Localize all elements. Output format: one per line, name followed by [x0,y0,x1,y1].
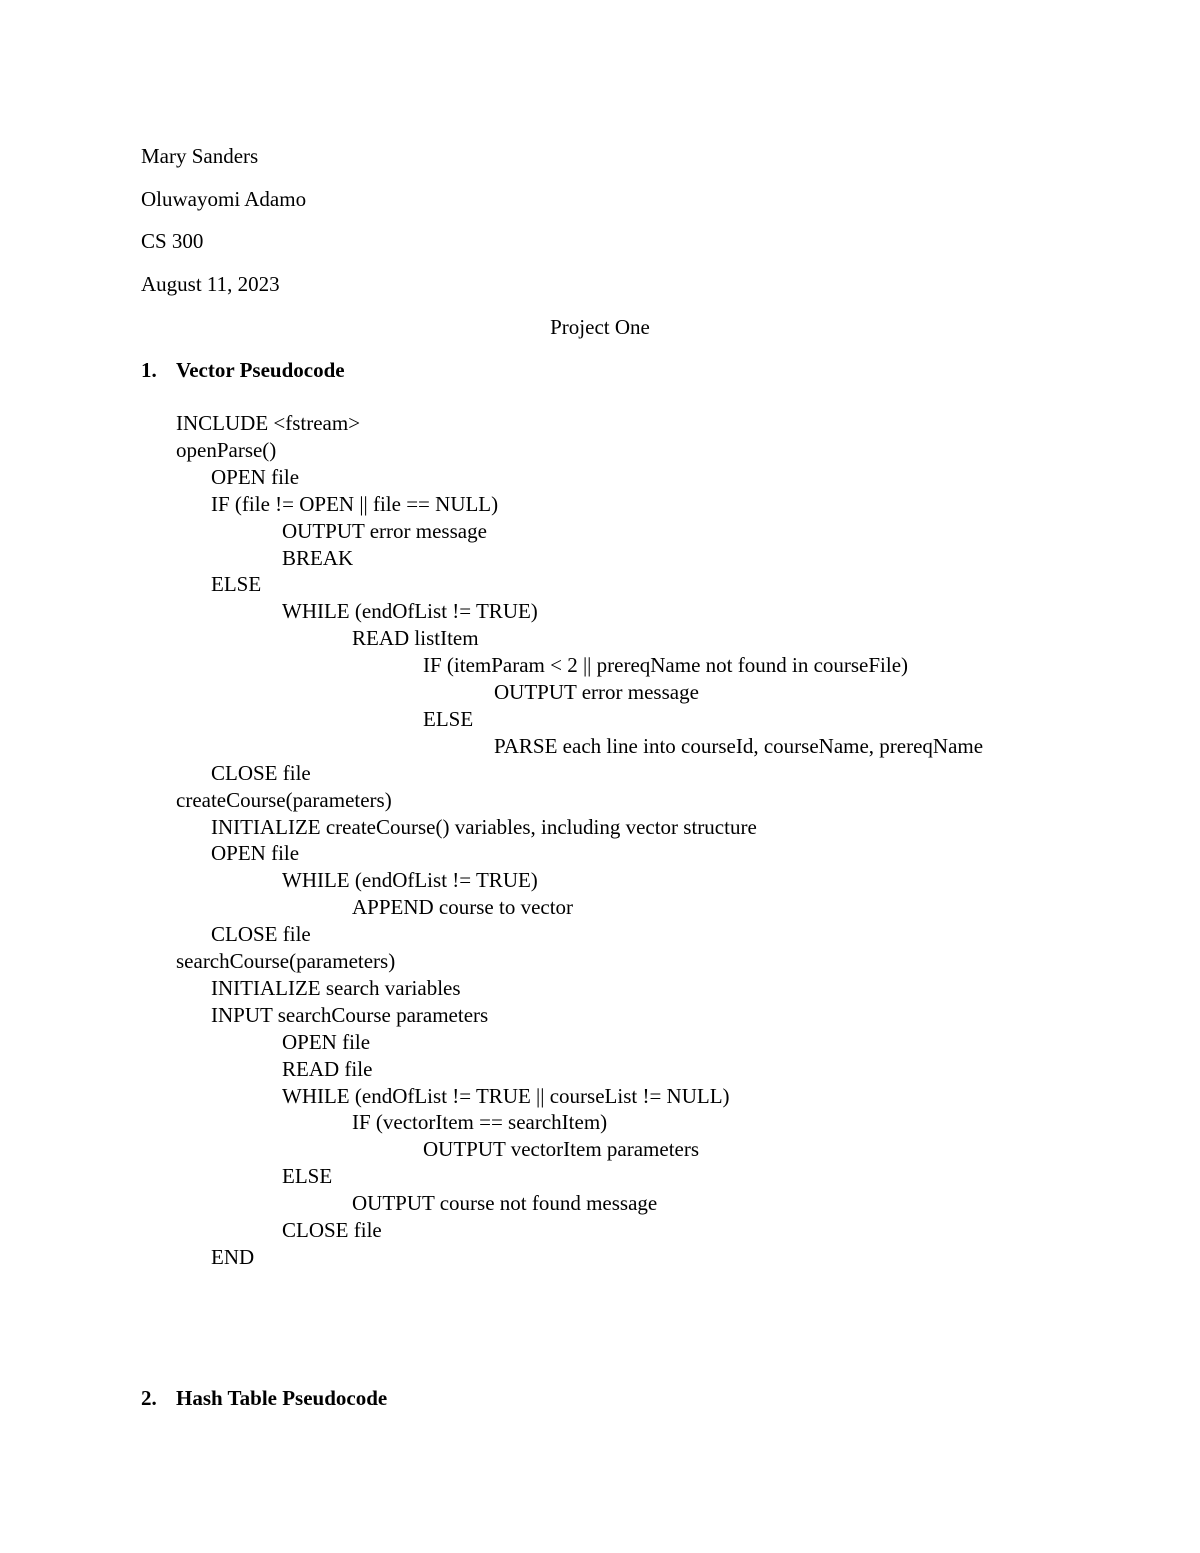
pseudocode-line: CLOSE file [211,922,311,946]
pseudocode-line: ELSE [423,707,474,731]
pseudocode-line: WHILE (endOfList != TRUE) [282,599,538,623]
pseudocode-line: END [211,1245,255,1269]
pseudocode-line: openParse() [176,438,277,462]
section-heading-vector [141,357,345,383]
pseudocode-line: CLOSE file [211,761,311,785]
pseudocode-line: OUTPUT error message [494,680,699,704]
section-title: Vector Pseudocode [176,358,345,382]
pseudocode-line: INITIALIZE search variables [211,976,461,1000]
pseudocode-line: INITIALIZE createCourse() variables, including vector structure [211,815,757,839]
pseudocode-line: INPUT searchCourse parameters [211,1003,489,1027]
pseudocode-line: OPEN file [282,1030,371,1054]
author-name: Mary Sanders [141,144,259,168]
pseudocode-line: BREAK [282,546,354,570]
document-date: August 11, 2023 [141,272,280,296]
section-title: Hash Table Pseudocode [176,1386,388,1410]
pseudocode-line: INCLUDE <fstream> [176,411,361,435]
pseudocode-line: OUTPUT error message [282,519,487,543]
pseudocode-line: APPEND course to vector [352,895,574,919]
pseudocode-line: ELSE [211,572,262,596]
pseudocode-line: WHILE (endOfList != TRUE) [282,868,538,892]
pseudocode-line: ELSE [282,1164,333,1188]
pseudocode-line: IF (file != OPEN || file == NULL) [211,492,499,516]
pseudocode-line: READ listItem [352,626,479,650]
pseudocode-line: OUTPUT course not found message [352,1191,658,1215]
pseudocode-line: OPEN file [211,841,300,865]
pseudocode-line: createCourse(parameters) [176,788,392,812]
course-code: CS 300 [141,229,204,253]
pseudocode-line: READ file [282,1057,373,1081]
pseudocode-line: searchCourse(parameters) [176,949,396,973]
instructor-name: Oluwayomi Adamo [141,187,307,211]
pseudocode-line: PARSE each line into courseId, courseName, prereqName [494,734,984,758]
pseudocode-line: OPEN file [211,465,300,489]
pseudocode-line: IF (itemParam < 2 || prereqName not found in courseFile) [423,653,909,677]
section-number: 2. [141,1386,157,1410]
section-number: 1. [141,358,157,382]
document-title: Project One [550,315,650,339]
pseudocode-line: CLOSE file [282,1218,382,1242]
section-heading-hash-table [141,1385,387,1411]
pseudocode-line: IF (vectorItem == searchItem) [352,1110,608,1134]
pseudocode-line: WHILE (endOfList != TRUE || courseList != NULL) [282,1084,730,1108]
pseudocode-line: OUTPUT vectorItem parameters [423,1137,700,1161]
